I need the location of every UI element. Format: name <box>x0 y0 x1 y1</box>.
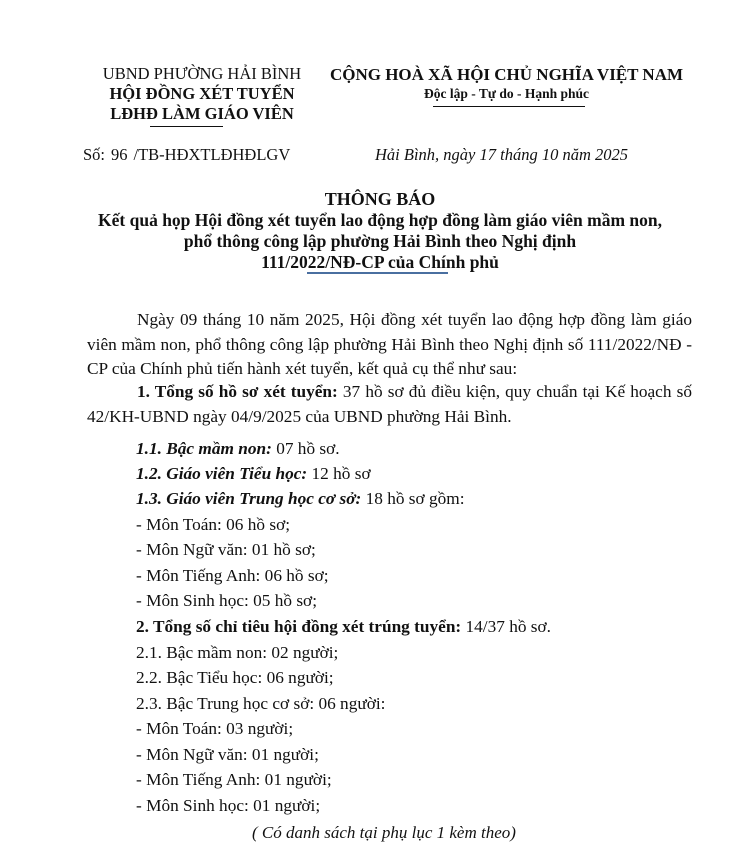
doc-number-suffix: /TB-HĐXTLĐHĐLGV <box>133 145 291 164</box>
council-name-line2: LĐHĐ LÀM GIÁO VIÊN <box>110 104 294 123</box>
issuing-authority-header <box>82 64 322 124</box>
subject-applications: - Môn Toán: 06 hồ sơ; <box>136 515 291 534</box>
section-2-item: 2.1. Bậc mầm non: 02 người; <box>136 643 339 662</box>
title-line-2: phổ thông công lập phường Hải Bình theo Nghị định <box>183 231 577 251</box>
motto: Độc lập - Tự do - Hạnh phúc <box>423 86 590 101</box>
country-name: CỘNG HOÀ XÃ HỘI CHỦ NGHĨA VIỆT NAM <box>329 65 684 84</box>
title-line-1: Kết quả họp Hội đồng xét tuyển lao động hợp đồng làm giáo viên mầm non, <box>98 210 662 230</box>
section-2-item: 2.2. Bậc Tiểu học: 06 người; <box>136 668 334 687</box>
appendix-note: ( Có danh sách tại phụ lục 1 kèm theo) <box>252 823 516 842</box>
section-1-text: 37 hồ sơ đủ điều kiện, quy chuẩn tại Kế hoạch số 42/KH-UBND ngày 04/9/2025 của UBND phường Hải Bình. <box>87 382 692 426</box>
section-1-item <box>136 487 465 511</box>
item-value: 18 hồ sơ gồm: <box>361 489 465 508</box>
title-heading: THÔNG BÁO <box>324 189 436 209</box>
subject-applications: - Môn Tiếng Anh: 06 hồ sơ; <box>136 566 329 585</box>
subject-quota: - Môn Sinh học: 01 người; <box>136 796 321 815</box>
council-name: HỘI ĐỒNG XÉT TUYỂN <box>109 84 295 103</box>
document-title <box>70 188 690 273</box>
authority-name: UBND PHƯỜNG HẢI BÌNH <box>102 64 302 83</box>
item-value: 07 hồ sơ. <box>271 439 340 458</box>
document-number <box>83 145 290 165</box>
section-1-item <box>136 462 371 486</box>
section-1-label: 1. Tổng số hồ sơ xét tuyển: <box>137 382 338 401</box>
section-1-item <box>136 437 340 461</box>
item-label: 1.1. Bậc mầm non: <box>136 439 272 458</box>
item-value: 12 hồ sơ <box>307 464 371 483</box>
section-2-heading <box>136 615 551 639</box>
item-label: 1.3. Giáo viên Trung học cơ sở: <box>136 489 362 508</box>
subject-quota: - Môn Toán: 03 người; <box>136 719 294 738</box>
subject-applications: - Môn Ngữ văn: 01 hồ sơ; <box>136 540 316 559</box>
national-motto-header <box>324 64 689 103</box>
item-label: 1.2. Giáo viên Tiểu học: <box>136 464 308 483</box>
doc-number-value: 96 <box>111 145 128 164</box>
section-2-item: 2.3. Bậc Trung học cơ sở: 06 người: <box>136 694 386 713</box>
subject-applications: - Môn Sinh học: 05 hồ sơ; <box>136 591 317 610</box>
section-2-label: 2. Tổng số chỉ tiêu hội đồng xét trúng tuyển: <box>136 617 462 636</box>
subject-quota: - Môn Tiếng Anh: 01 người; <box>136 770 332 789</box>
title-line-3: 111/2022/NĐ-CP của Chính phủ <box>261 252 499 272</box>
section-1-paragraph <box>87 380 692 429</box>
doc-number-label: Số: <box>83 145 106 164</box>
header-left-divider <box>150 126 223 127</box>
subject-quota: - Môn Ngữ văn: 01 người; <box>136 745 319 764</box>
header-right-divider <box>433 106 585 107</box>
title-underline <box>307 272 448 274</box>
intro-paragraph: Ngày 09 tháng 10 năm 2025, Hội đồng xét tuyển lao động hợp đồng làm giáo viên mầm non, phổ thông công lập phường Hải Bình theo Nghị định số 111/2022/NĐ - CP của Chính phủ tiến hành xét tuyển, kết quả cụ thể như sau: <box>87 310 692 378</box>
section-2-text: 14/37 hồ sơ. <box>461 617 551 636</box>
place-and-date: Hải Bình, ngày 17 tháng 10 năm 2025 <box>375 145 628 164</box>
